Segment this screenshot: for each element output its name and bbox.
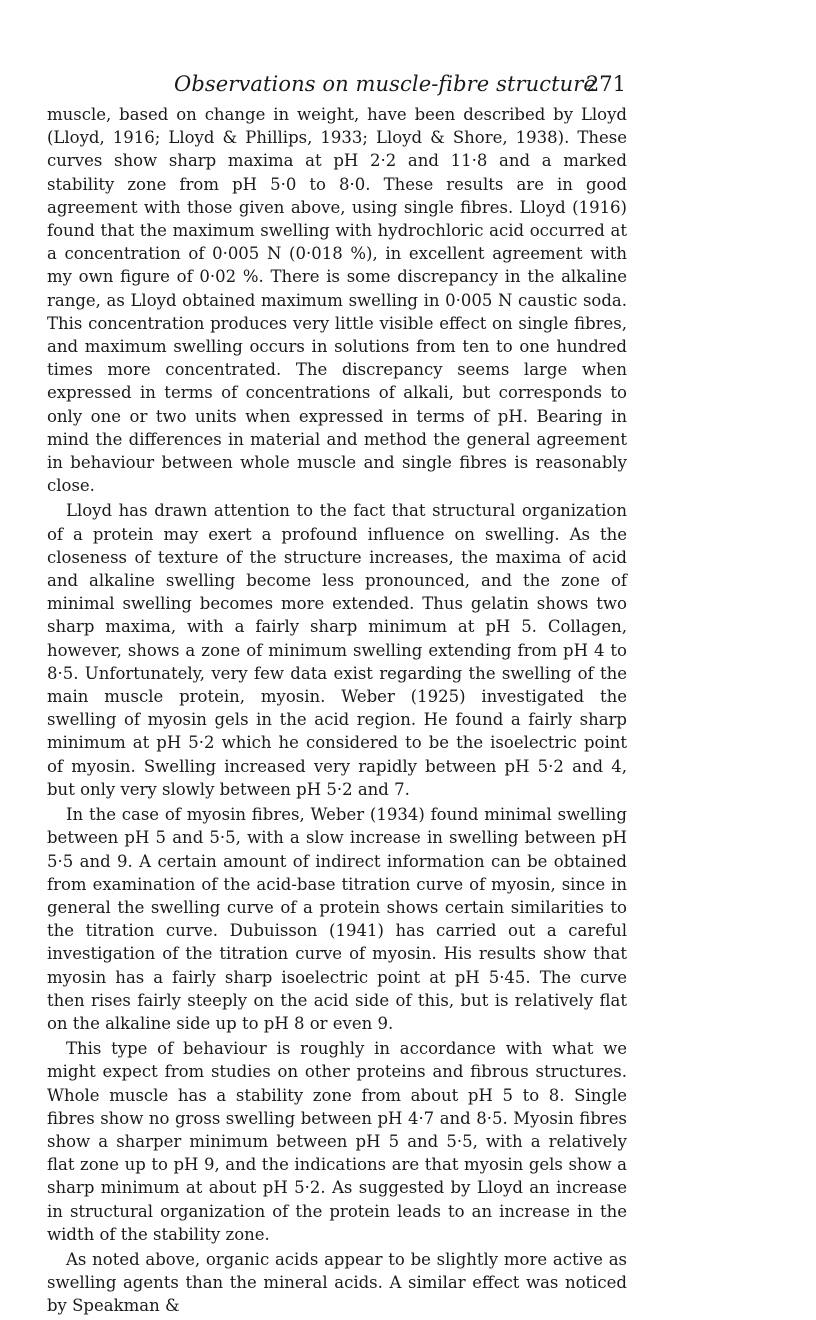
page-number: 271 xyxy=(585,72,626,96)
page-header xyxy=(44,70,626,100)
paragraph-continued: muscle, based on change in weight, have been described by Lloyd (Lloyd, 1916; Lloyd & Phillips, 1933; Lloyd & Shore, 1938). These curves show sharp maxima at pH 2·2 and 11·8 and a marked stability zone from pH 5·0 to 8·0. These results are in good agreement with those given above, using single fibres. Lloyd (1916) found that the maximum swelling with hydrochloric acid occurred at a concentration of 0·005 N (0·018 %), in excellent agreement with my own figure of 0·02 %. There is some discrepancy in the alkaline range, as Lloyd obtained maximum swelling in 0·005 N caustic soda. This concentration produces very little visible effect on single fibres, and maximum swelling occurs in solutions from ten to one hundred times more concentrated. The discrepancy seems large when expressed in terms of concentrations of alkali, but corresponds to only one or two units when expressed in terms of pH. Bearing in mind the differences in material and method the general agreement in behaviour between whole muscle and single fibres is reasonably close. xyxy=(47,105,627,496)
paragraph: This type of behaviour is roughly in accordance with what we might expect from studies on other proteins and fibrous structures. Whole muscle has a stability zone from about pH 5 to 8. Single fibres show no gross swelling between pH 4·7 and 8·5. Myosin fibres show a sharper minimum between pH 5 and 5·5, with a relatively flat zone up to pH 9, and the indications are that myosin gels show a sharp minimum at about pH 5·2. As suggested by Lloyd an increase in structural organization of the protein leads to an increase in the width of the stability zone. xyxy=(47,1039,627,1244)
paragraph: Lloyd has drawn attention to the fact that structural organization of a protein may exert a profound influence on swelling. As the closeness of texture of the structure increases, the maxima of acid and alkaline swelling become less pronounced, and the zone of minimal swelling becomes more extended. Thus gelatin shows two sharp maxima, with a fairly sharp minimum at pH 5. Collagen, however, shows a zone of minimum swelling extending from pH 4 to 8·5. Unfortunately, very few data exist regarding the swelling of the main muscle protein, myosin. Weber (1925) investigated the swelling of myosin gels in the acid region. He found a fairly sharp minimum at pH 5·2 which he considered to be the isoelectric point of myosin. Swelling increased very rapidly between pH 5·2 and 4, but only very slowly between pH 5·2 and 7. xyxy=(47,501,627,799)
running-head: Observations on muscle-fibre structure xyxy=(174,72,596,96)
body-text xyxy=(47,103,627,1320)
paragraph: As noted above, organic acids appear to be slightly more active as swelling agents than the mineral acids. A similar effect was noticed by Speakman & xyxy=(47,1249,627,1316)
paragraph: In the case of myosin fibres, Weber (1934) found minimal swelling between pH 5 and 5·5, with a slow increase in swelling between pH 5·5 and 9. A certain amount of indirect information can be obtained from examination of the acid-base titration curve of myosin, since in general the swelling curve of a protein shows certain similarities to the titration curve. Dubuisson (1941) has carried out a careful investigation of the titration curve of myosin. His results show that myosin has a fairly sharp isoelectric point at pH 5·45. The curve then rises fairly steeply on the acid side of this, but is relatively flat on the alkaline side up to pH 8 or even 9. xyxy=(47,805,627,1033)
